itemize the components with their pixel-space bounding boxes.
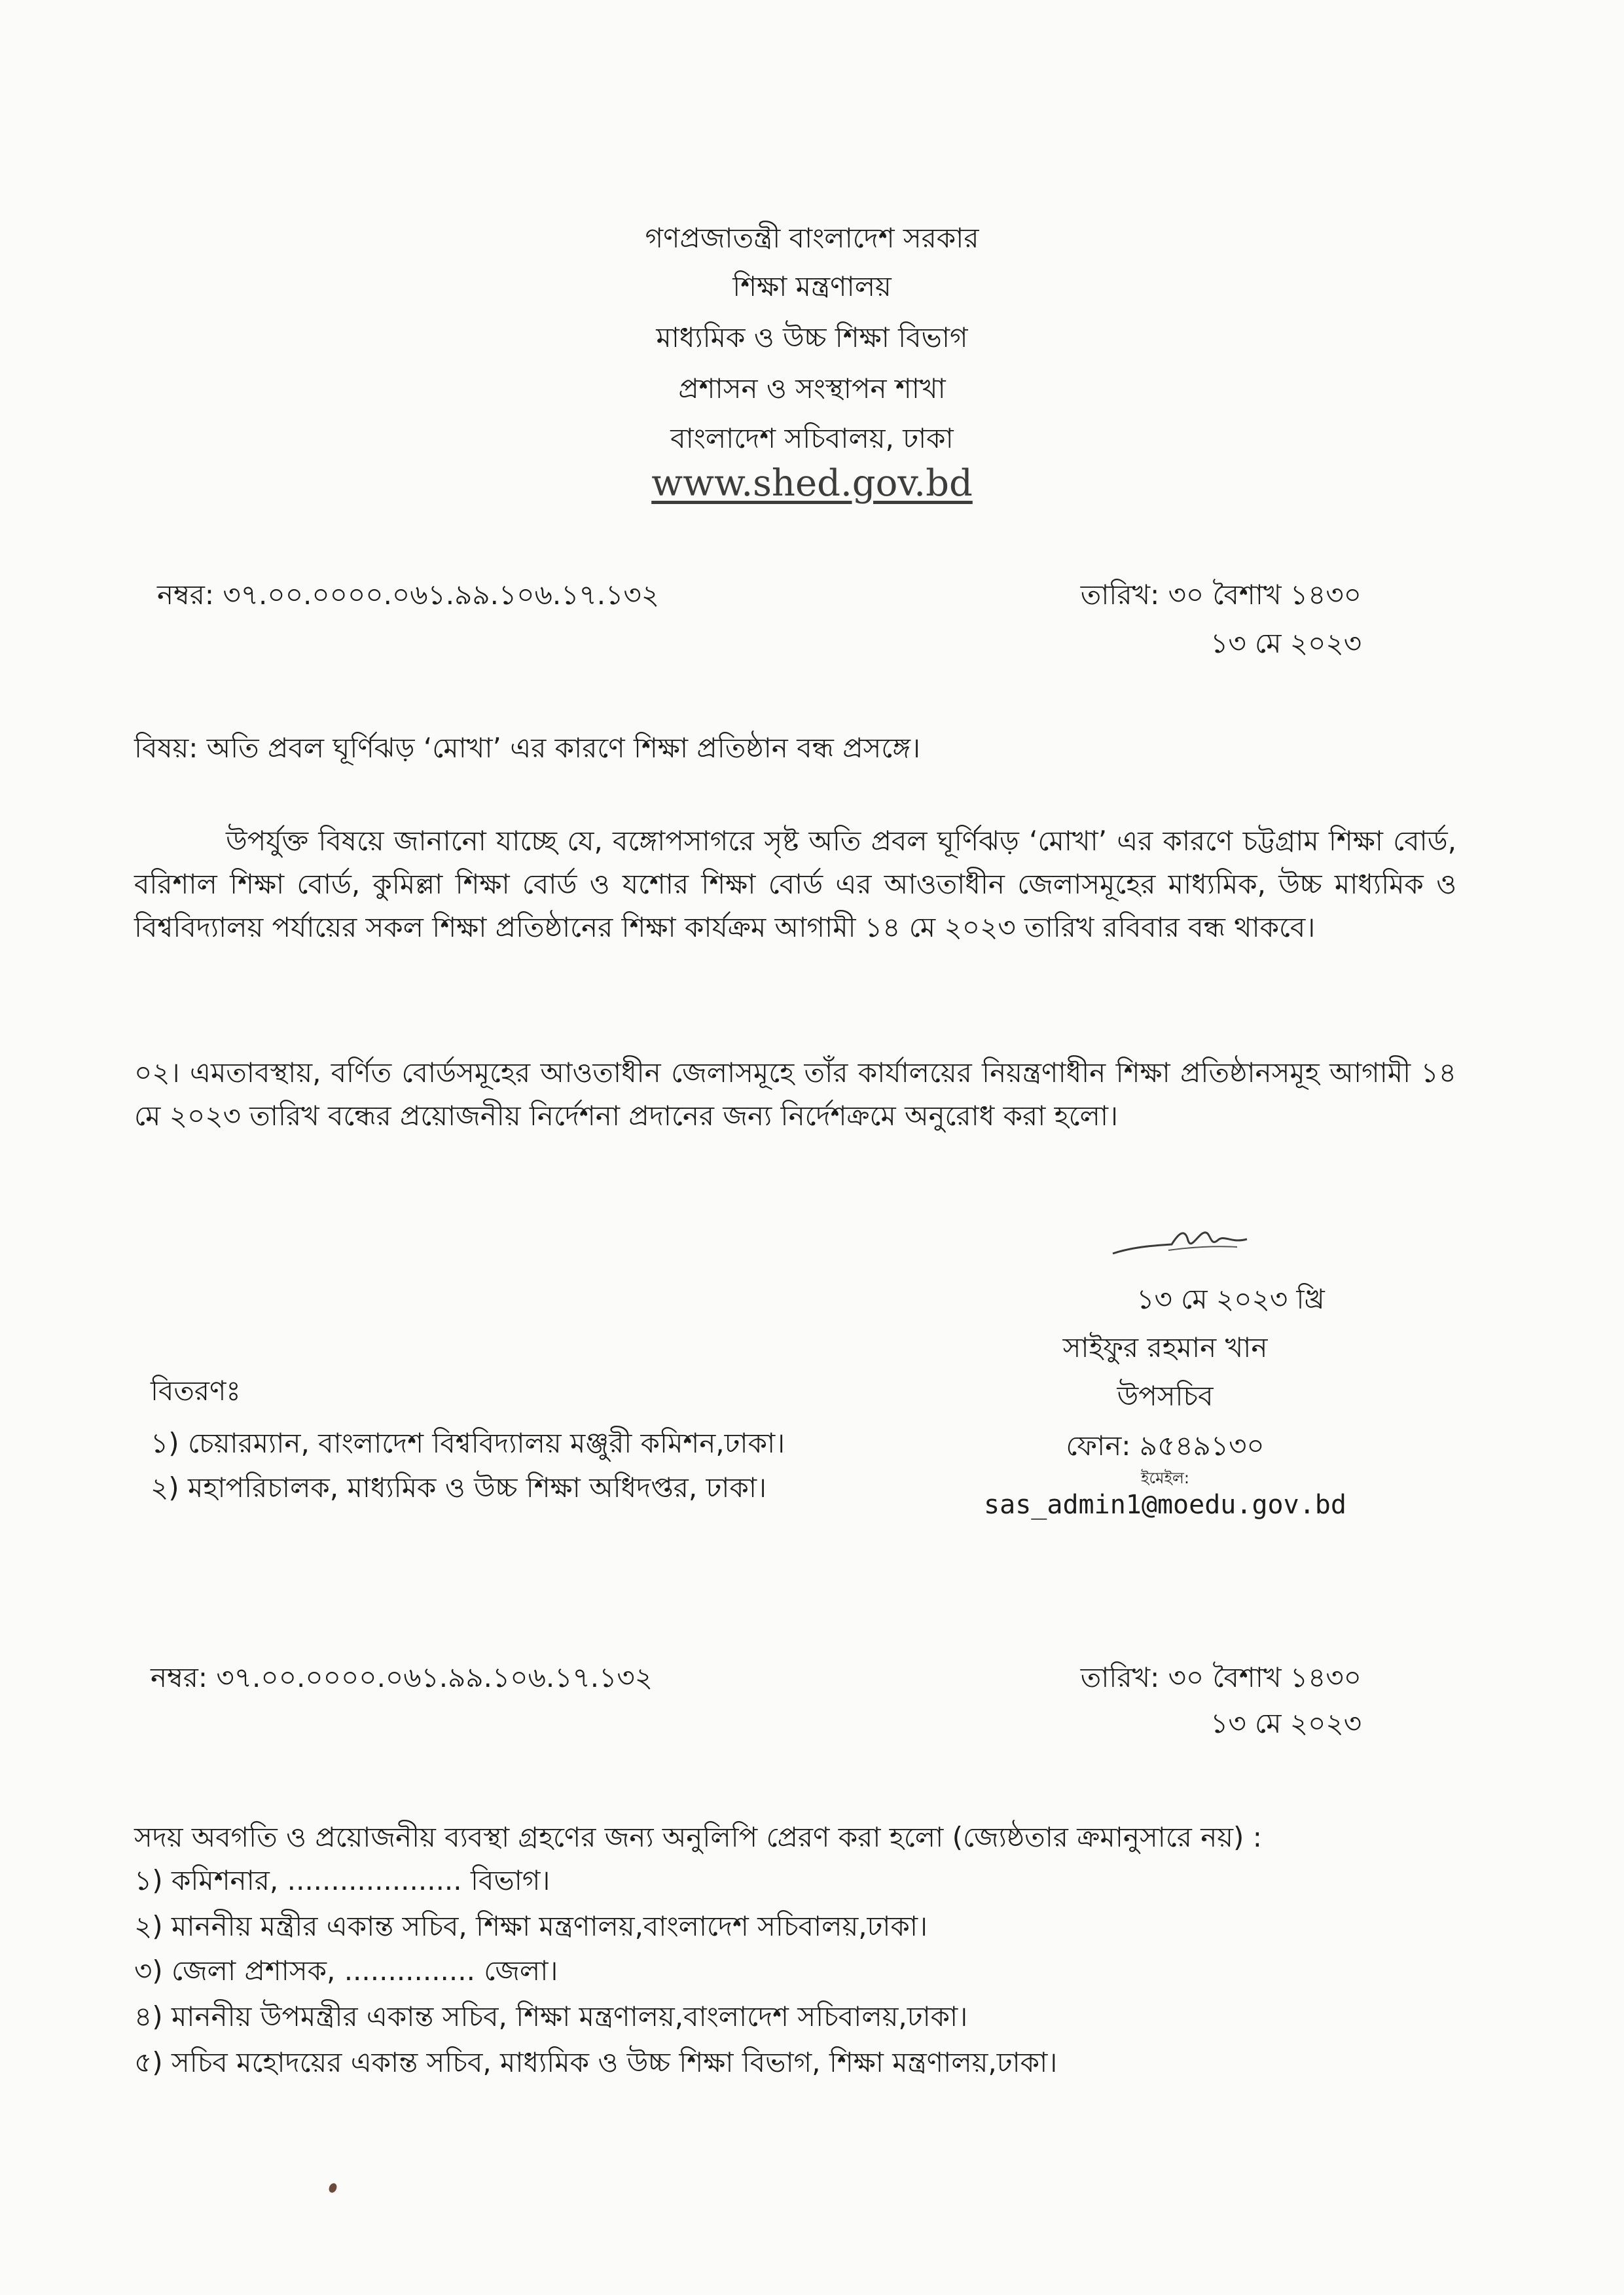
signatory-email-label: ইমেইল: — [1141, 1469, 1189, 1487]
body-paragraph-1-text: উপর্যুক্ত বিষয়ে জানানো যাচ্ছে যে, বঙ্গোপসাগরে সৃষ্ট অতি প্রবল ঘূর্ণিঝড় ‘মোখা’ এর কারণে চট্টগ্রাম শিক্ষা বোর্ড, বরিশাল শিক্ষা বোর্ড, কুমিল্লা শিক্ষা বোর্ড ও যশোর শিক্ষা বোর্ড এর আওতাধীন জেলাসমূহের মাধ্যমিক, উচ্চ মাধ্যমিক ও বিশ্ববিদ্যালয় পর্যায়ের সকল শিক্ষা প্রতিষ্ঠানের শিক্ষা কার্যক্রম আগামী ১৪ মে ২০২৩ তারিখ রবিবার বন্ধ থাকবে। — [134, 825, 1456, 943]
body-paragraph-2: ০২। এমতাবস্থায়, বর্ণিত বোর্ডসমূহের আওতাধীন জেলাসমূহে তাঁর কার্যালয়ের নিয়ন্ত্রণাধীন শিক্ষা প্রতিষ্ঠানসমূহ আগামী ১৪ মে ২০২৩ তারিখ বন্ধের প্রয়োজনীয় নির্দেশনা প্রদানের জন্য নির্দেশক্রমে অনুরোধ করা হলো। — [134, 1057, 1456, 1132]
ink-spot — [327, 2182, 338, 2194]
signatory-email[interactable]: sas_admin1@moedu.gov.bd — [984, 1490, 1346, 1520]
distribution-heading: বিতরণঃ — [151, 1375, 241, 1407]
signatory-name: সাইফুর রহমান খান — [1062, 1331, 1268, 1364]
branch-name: প্রশাসন ও সংস্থাপন শাখা — [678, 372, 946, 405]
copy-item: ৪) মাননীয় উপমন্ত্রীর একান্ত সচিব, শিক্ষা মন্ত্রণালয়,বাংলাদেশ সচিবালয়,ঢাকা। — [134, 2000, 968, 2033]
website-link[interactable]: www.shed.gov.bd — [651, 462, 973, 505]
signature-scribble — [1106, 1214, 1263, 1267]
memo-date-bangla: তারিখ: ৩০ বৈশাখ ১৪৩০ — [1080, 1661, 1362, 1693]
ministry-name: শিক্ষা মন্ত্রণালয় — [732, 270, 892, 302]
memo-date-bangla: তারিখ: ৩০ বৈশাখ ১৪৩০ — [1080, 579, 1362, 611]
memo-date-english: ১৩ মে ২০২৩ — [1210, 1707, 1362, 1739]
copy-intro: সদয় অবগতি ও প্রয়োজনীয় ব্যবস্থা গ্রহণের জন্য অনুলিপি প্রেরণ করা হলো (জ্যেষ্ঠতার ক্রমানুসারে নয়) : — [134, 1821, 1262, 1853]
govt-title: গণপ্রজাতন্ত্রী বাংলাদেশ সরকার — [645, 222, 979, 254]
memo-number: নম্বর: ৩৭.০০.০০০০.০৬১.৯৯.১০৬.১৭.১৩২ — [157, 579, 660, 611]
copy-item: ৫) সচিব মহোদয়ের একান্ত সচিব, মাধ্যমিক ও উচ্চ শিক্ষা বিভাগ, শিক্ষা মন্ত্রণালয়,ঢাকা। — [134, 2046, 1058, 2078]
memo-number: নম্বর: ৩৭.০০.০০০০.০৬১.৯৯.১০৬.১৭.১৩২ — [151, 1661, 653, 1693]
signature-date: ১৩ মে ২০২৩ খ্রি — [1136, 1283, 1325, 1315]
division-name: মাধ্যমিক ও উচ্চ শিক্ষা বিভাগ — [656, 321, 968, 353]
copy-item: ১) কমিশনার, .................... বিভাগ। — [134, 1864, 550, 1896]
subject-line: বিষয়: অতি প্রবল ঘূর্ণিঝড় ‘মোখা’ এর কারণে শিক্ষা প্রতিষ্ঠান বন্ধ প্রসঙ্গে। — [134, 732, 921, 764]
body-paragraph-1 — [134, 820, 1456, 949]
signatory-phone: ফোন: ৯৫৪৯১৩০ — [1066, 1430, 1265, 1462]
signatory-designation: উপসচিব — [1117, 1380, 1214, 1412]
office-location: বাংলাদেশ সচিবালয়, ঢাকা — [670, 422, 954, 454]
copy-item: ২) মাননীয় মন্ত্রীর একান্ত সচিব, শিক্ষা মন্ত্রণালয়,বাংলাদেশ সচিবালয়,ঢাকা। — [134, 1910, 928, 1942]
distribution-item: ২) মহাপরিচালক, মাধ্যমিক ও উচ্চ শিক্ষা অধিদপ্তর, ঢাকা। — [151, 1472, 767, 1504]
memo-date-english: ১৩ মে ২০২৩ — [1210, 627, 1362, 659]
copy-item: ৩) জেলা প্রশাসক, ............... জেলা। — [134, 1955, 558, 1987]
distribution-item: ১) চেয়ারম্যান, বাংলাদেশ বিশ্ববিদ্যালয় মঞ্জুরী কমিশন,ঢাকা। — [151, 1427, 785, 1459]
